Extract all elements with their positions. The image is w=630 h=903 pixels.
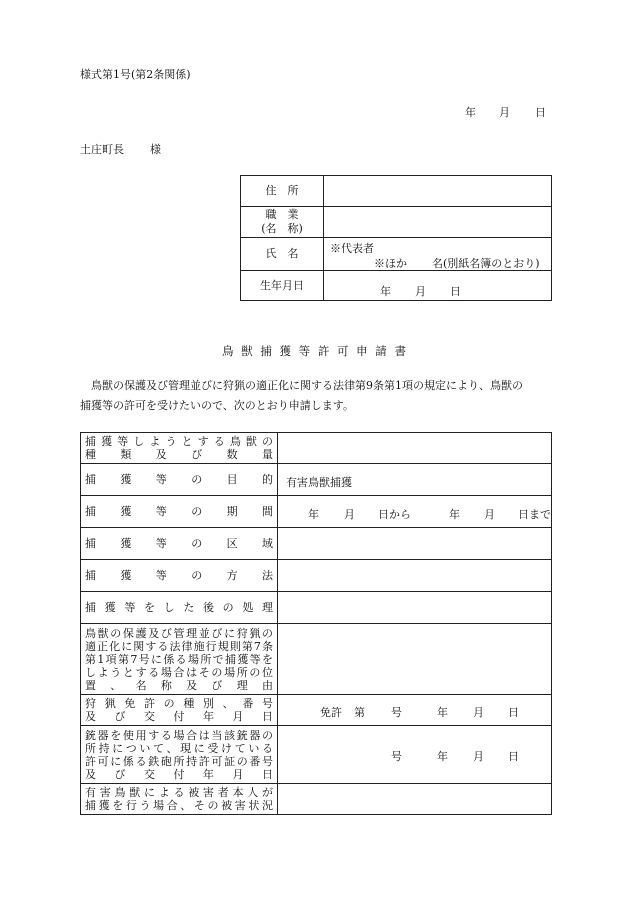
species-label-line2: 種類及び数量 [85, 448, 273, 461]
method-label [81, 560, 278, 592]
occupation-label [241, 207, 324, 238]
birth-day-label: 日 [450, 285, 461, 298]
place-label-line2: 適正化に関する法律施行規則第7条 [85, 639, 273, 653]
license-day-label: 日 [508, 706, 519, 719]
disposal-label-text: 捕獲等をした後の処理 [85, 601, 273, 614]
name-label: 氏 名 [241, 238, 324, 271]
date-month-label: 月 [499, 106, 510, 119]
license-label-line1: 狩猟免許の種別、番号 [85, 697, 273, 710]
name-field[interactable] [324, 238, 552, 271]
disposal-label [81, 592, 278, 624]
intro-line-2: 捕獲等の許可を受けたいので、次のとおり申請します。 [80, 399, 354, 412]
birthdate-field[interactable] [324, 271, 552, 301]
gun-label [81, 726, 278, 784]
others-note-suffix: 名(別紙名簿のとおり) [432, 257, 540, 270]
period-label-text: 捕獲等の期間 [85, 505, 273, 518]
period-month-until: 月 [484, 508, 495, 521]
date-year-label: 年 [465, 106, 476, 119]
area-field[interactable] [278, 528, 552, 560]
license-year-label: 年 [437, 706, 448, 719]
gun-label-line3: 許可に係る鉄砲所持許可証の番号 [85, 754, 273, 768]
application-table [80, 432, 552, 815]
others-note-prefix: ※ほか [374, 257, 407, 270]
birthdate-label: 生年月日 [241, 271, 324, 301]
intro-line-1: 鳥獣の保護及び管理並びに狩猟の適正化に関する法律第9条第1項の規定により、鳥獣の [91, 379, 523, 392]
purpose-label [81, 464, 278, 496]
place-label-line4: しようとする場合はその場所の位 [85, 665, 273, 679]
place-label-line5: 置、名称及び理由 [85, 678, 273, 692]
license-number-label: 第 [354, 706, 365, 719]
gun-year-label: 年 [437, 750, 448, 763]
species-label [81, 433, 278, 464]
period-year-until: 年 [449, 508, 460, 521]
method-label-text: 捕獲等の方法 [85, 569, 273, 582]
license-month-label: 月 [473, 706, 484, 719]
gun-label-line1: 銃器を使用する場合は当該銃器の [85, 728, 273, 742]
date-day-label: 日 [535, 106, 546, 119]
gun-label-line4: 及び交付年月日 [85, 767, 273, 781]
purpose-label-text: 捕獲等の目的 [85, 473, 273, 486]
document-title: 鳥 獣 捕 獲 等 許 可 申 請 書 [222, 344, 408, 358]
addressee-name: 土庄町長 [80, 143, 124, 156]
place-label-line1: 鳥獣の保護及び管理並びに狩猟の [85, 626, 273, 640]
gun-month-label: 月 [473, 750, 484, 763]
species-label-line1: 捕獲等しようとする鳥獣の [85, 435, 273, 448]
occupation-label-line1: 職 業 [265, 208, 299, 221]
purpose-field[interactable] [278, 464, 552, 496]
addressee-honorific: 様 [150, 143, 161, 156]
period-month-from: 月 [344, 508, 355, 521]
period-label [81, 496, 278, 528]
period-year-from: 年 [308, 508, 319, 521]
place-field[interactable] [278, 624, 552, 695]
occupation-label-line2: (名 称) [261, 222, 303, 235]
representative-note: ※代表者 [330, 242, 374, 255]
license-label-line2: 及び交付年月日 [85, 710, 273, 723]
license-label [81, 695, 278, 726]
damage-label [81, 784, 278, 815]
method-field[interactable] [278, 560, 552, 592]
address-label: 住 所 [241, 176, 324, 207]
place-label [81, 624, 278, 695]
birth-year-label: 年 [380, 285, 391, 298]
license-field[interactable] [278, 695, 552, 726]
damage-field[interactable] [278, 784, 552, 815]
form-number: 様式第1号(第2条関係) [80, 68, 191, 81]
period-from-label: 日から [378, 508, 411, 521]
disposal-field[interactable] [278, 592, 552, 624]
license-go-label: 号 [391, 706, 402, 719]
damage-label-line2: 捕獲を行う場合、その被害状況 [85, 799, 273, 812]
license-prefix: 免許 [320, 706, 342, 719]
area-label [81, 528, 278, 560]
birth-month-label: 月 [415, 285, 426, 298]
period-field[interactable] [278, 496, 552, 528]
applicant-table [240, 175, 552, 301]
period-until-label: 日まで [518, 508, 551, 521]
damage-label-line1: 有害鳥獣による被害者本人が [85, 786, 273, 799]
species-field[interactable] [278, 433, 552, 464]
area-label-text: 捕獲等の区域 [85, 537, 273, 550]
place-label-line3: 第1項第7号に係る場所で捕獲等を [85, 652, 273, 666]
gun-go-label: 号 [391, 750, 402, 763]
gun-field[interactable] [278, 726, 552, 784]
gun-label-line2: 所持について、現に受けている [85, 741, 273, 755]
address-field[interactable] [324, 176, 552, 207]
purpose-value: 有害鳥獣捕獲 [286, 476, 352, 489]
occupation-field[interactable] [324, 207, 552, 238]
gun-day-label: 日 [508, 750, 519, 763]
